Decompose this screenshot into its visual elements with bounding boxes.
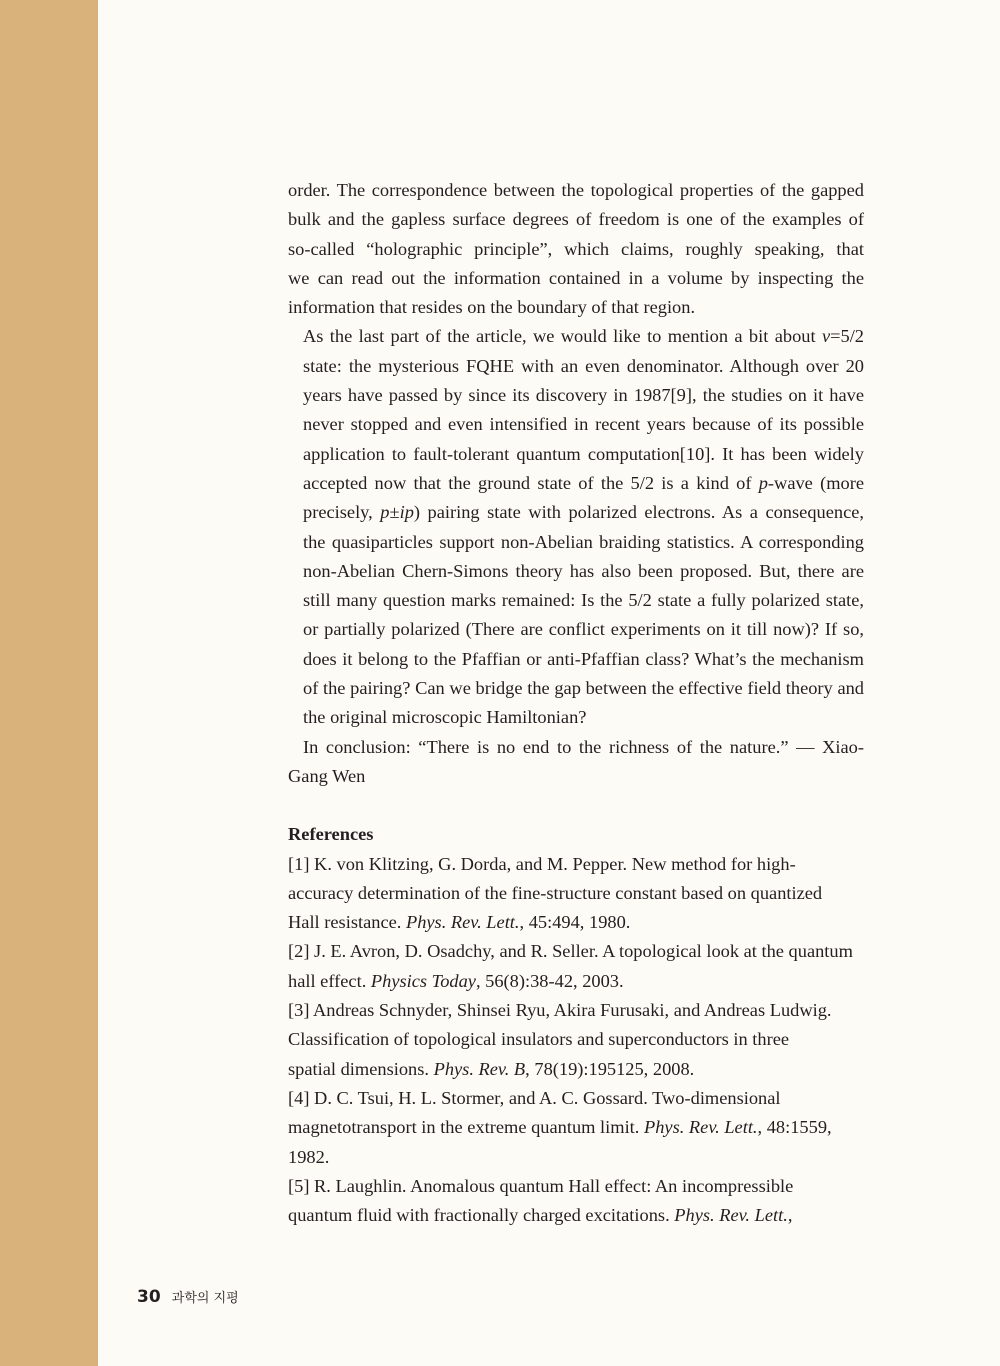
text-line: application to fault-tolerant quantum computation[10]. It has been widely bbox=[303, 443, 864, 464]
paragraph-1 bbox=[288, 176, 864, 322]
side-color-band bbox=[0, 0, 98, 1366]
reference-line: Hall resistance. Phys. Rev. Lett., 45:494, 1980. bbox=[288, 912, 631, 933]
magazine-title: 과학의 지평 bbox=[171, 1291, 239, 1306]
text-line: precisely, p±ip) pairing state with polarized electrons. As a consequence, bbox=[303, 502, 864, 523]
reference-line: [1] K. von Klitzing, G. Dorda, and M. Pepper. New method for high- bbox=[288, 853, 796, 874]
text-line: non-Abelian Chern-Simons theory has also been proposed. But, there are bbox=[303, 560, 864, 581]
reference-line: magnetotransport in the extreme quantum limit. Phys. Rev. Lett., 48:1559, bbox=[288, 1117, 832, 1138]
reference-line: [5] R. Laughlin. Anomalous quantum Hall effect: An incompressible bbox=[288, 1175, 794, 1196]
text-line: never stopped and even intensified in recent years because of its possible bbox=[303, 414, 864, 435]
references-section bbox=[288, 820, 864, 1230]
paragraph-3 bbox=[288, 733, 864, 792]
paragraph-2 bbox=[288, 322, 864, 732]
text-line: the quasiparticles support non-Abelian braiding statistics. A corresponding bbox=[303, 531, 864, 552]
reference-item bbox=[288, 937, 864, 996]
reference-line: [2] J. E. Avron, D. Osadchy, and R. Seller. A topological look at the quantum bbox=[288, 941, 853, 962]
text-line: order. The correspondence between the topological properties of the gapped bbox=[288, 180, 864, 200]
reference-item bbox=[288, 1084, 864, 1172]
text-line: years have passed by since its discovery in 1987[9], the studies on it have bbox=[303, 385, 864, 406]
text-line: state: the mysterious FQHE with an even denominator. Although over 20 bbox=[303, 355, 864, 376]
text-line: In conclusion: “There is no end to the richness of the nature.” — Xiao- bbox=[303, 736, 864, 757]
reference-line: hall effect. Physics Today, 56(8):38-42, 2003. bbox=[288, 970, 624, 991]
reference-line: quantum fluid with fractionally charged excitations. Phys. Rev. Lett., bbox=[288, 1205, 793, 1226]
text-line: still many question marks remained: Is the 5/2 state a fully polarized state, bbox=[303, 590, 864, 611]
reference-line: [4] D. C. Tsui, H. L. Stormer, and A. C. Gossard. Two-dimensional bbox=[288, 1087, 781, 1108]
reference-line: [3] Andreas Schnyder, Shinsei Ryu, Akira Furusaki, and Andreas Ludwig. bbox=[288, 1000, 832, 1021]
reference-line: spatial dimensions. Phys. Rev. B, 78(19):195125, 2008. bbox=[288, 1058, 695, 1079]
reference-line: 1982. bbox=[288, 1146, 330, 1167]
reference-line: Classification of topological insulators and superconductors in three bbox=[288, 1029, 790, 1050]
text-line: Gang Wen bbox=[288, 765, 366, 786]
page-footer bbox=[137, 1287, 239, 1307]
text-line: As the last part of the article, we would like to mention a bit about ν=5/2 bbox=[303, 326, 864, 347]
text-line: of the pairing? Can we bridge the gap between the effective field theory and bbox=[303, 678, 864, 699]
references-heading: References bbox=[288, 824, 374, 845]
text-line: accepted now that the ground state of the 5/2 is a kind of p-wave (more bbox=[303, 472, 865, 493]
article-body bbox=[288, 176, 864, 1230]
reference-line: accuracy determination of the fine-structure constant based on quantized bbox=[288, 882, 823, 903]
text-line: or partially polarized (There are conflict experiments on it till now)? If so, bbox=[303, 619, 864, 640]
text-line: does it belong to the Pfaffian or anti-Pfaffian class? What’s the mechanism bbox=[303, 648, 864, 669]
text-line: information that resides on the boundary of that region. bbox=[288, 297, 696, 318]
text-line: we can read out the information contained in a volume by inspecting the bbox=[288, 267, 864, 288]
text-line: so-called “holographic principle”, which claims, roughly speaking, that bbox=[288, 238, 864, 259]
reference-item bbox=[288, 850, 864, 938]
text-line: the original microscopic Hamiltonian? bbox=[303, 707, 587, 728]
reference-item bbox=[288, 996, 864, 1084]
reference-item bbox=[288, 1172, 864, 1231]
text-line: bulk and the gapless surface degrees of freedom is one of the examples of bbox=[288, 209, 864, 230]
page-number: 30 bbox=[137, 1287, 161, 1307]
